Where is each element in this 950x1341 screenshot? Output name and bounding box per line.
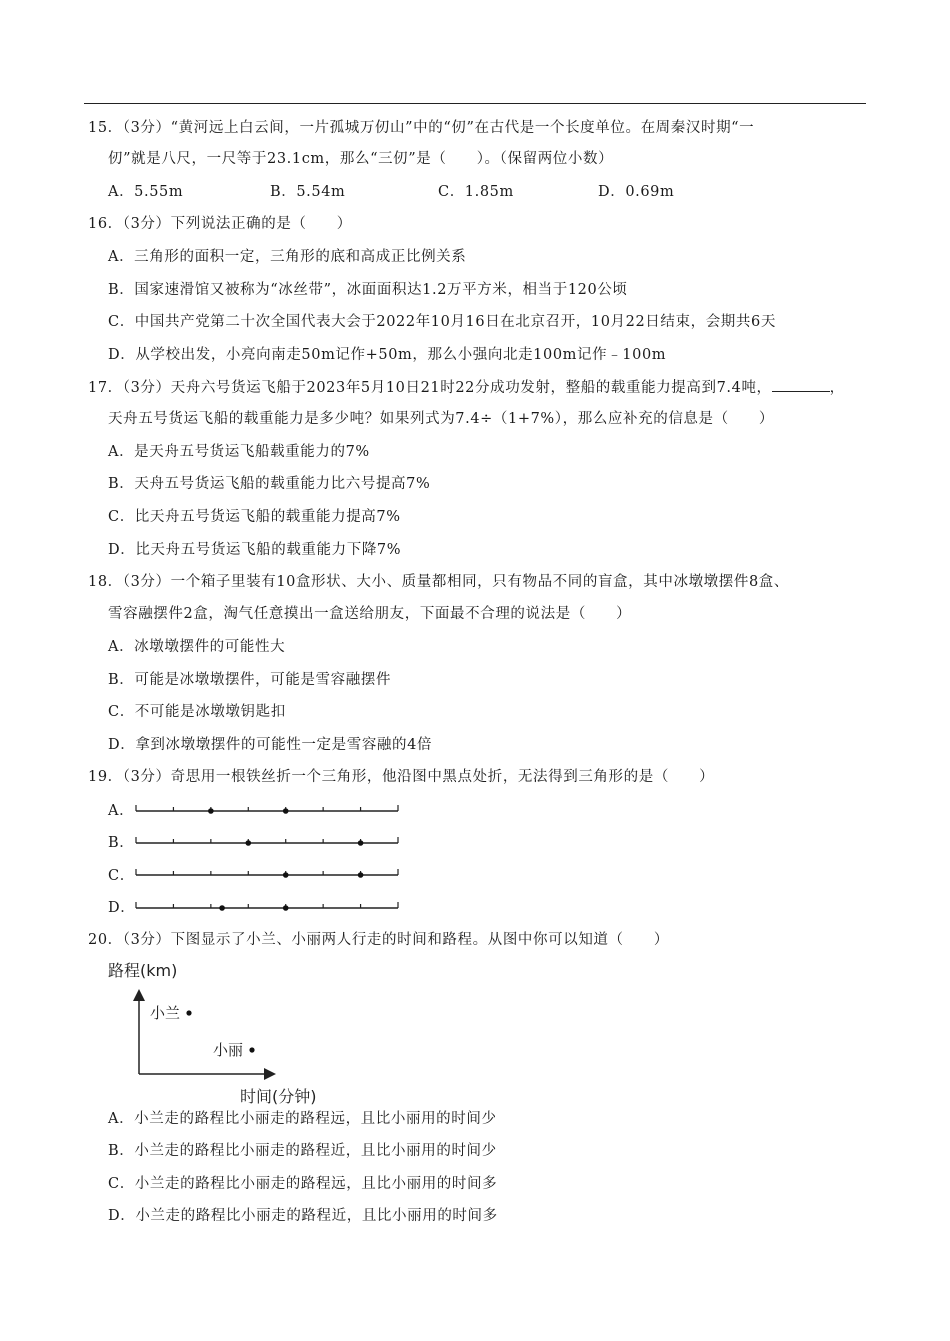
q18-option-a[interactable]: A．冰墩墩摆件的可能性大 [108, 639, 286, 655]
q19-option-a-label[interactable]: A． [108, 803, 135, 819]
q17-option-a[interactable]: A．是天舟五号货运飞船载重能力的7% [108, 444, 370, 460]
y-axis-label: 路程(km) [108, 961, 178, 980]
q17-stem-line1-text: 17．（3分）天舟六号货运飞船于2023年5月10日21时22分成功发射，整船的载重能力提高到7.4吨， [88, 380, 772, 396]
q15-stem-line1: 15．（3分）“黄河远上白云间，一片孤城万仞山”中的“仞”在古代是一个长度单位。在周秦汉时期“一 [88, 120, 755, 136]
point-label-xiaolan: 小兰 [150, 1004, 181, 1022]
fold-dot [245, 840, 251, 846]
q16-option-b[interactable]: B．国家速滑馆又被称为“冰丝带”，冰面面积达1.2万平方米，相当于120公顷 [108, 282, 628, 298]
q20-option-b[interactable]: B．小兰走的路程比小丽走的路程近，且比小丽用的时间少 [108, 1143, 497, 1159]
q15-stem-line2: 仞”就是八尺，一尺等于23.1cm，那么“三仞”是（ ）。（保留两位小数） [108, 151, 614, 167]
q16-option-c[interactable]: C．中国共产党第二十次全国代表大会于2022年10月16日在北京召开，10月22日结束，会期共6天 [108, 314, 776, 330]
header-rule [84, 103, 866, 104]
fold-dot [283, 808, 289, 814]
point-xiaoli [249, 1047, 254, 1052]
q18-stem-line2: 雪容融摆件2盒，淘气任意摸出一盒送给朋友，下面最不合理的说法是（ ） [108, 606, 632, 622]
q16-option-a[interactable]: A．三角形的面积一定，三角形的底和高成正比例关系 [108, 249, 467, 265]
q16-stem: 16．（3分）下列说法正确的是（ ） [88, 216, 352, 232]
q17-option-b[interactable]: B．天舟五号货运飞船的载重能力比六号提高7% [108, 476, 431, 492]
q19-wire-figures [0, 795, 950, 935]
q17-option-c[interactable]: C．比天舟五号货运飞船的载重能力提高7% [108, 509, 401, 525]
q15-option-d[interactable]: D．0.69m [598, 184, 675, 200]
point-label-xiaoli: 小丽 [213, 1041, 244, 1059]
point-xiaolan [186, 1010, 191, 1015]
q18-option-c[interactable]: C．不可能是冰墩墩钥匙扣 [108, 704, 286, 720]
q20-graph [100, 958, 360, 1108]
q20-stem: 20．（3分）下图显示了小兰、小丽两人行走的时间和路程。从图中你可以知道（ ） [88, 932, 669, 948]
q20-option-a[interactable]: A．小兰走的路程比小丽走的路程远，且比小丽用的时间少 [108, 1111, 497, 1127]
q17-stem-line2: 天舟五号货运飞船的载重能力是多少吨？如果列式为7.4÷（1+7%），那么应补充的信息是（ ） [108, 411, 775, 427]
q15-option-a[interactable]: A．5.55m [108, 184, 184, 200]
x-axis-label: 时间(分钟) [240, 1087, 317, 1106]
fold-dot [283, 905, 289, 911]
fold-dot [208, 808, 214, 814]
q18-option-b[interactable]: B．可能是冰墩墩摆件，可能是雪容融摆件 [108, 672, 392, 688]
q19-stem: 19．（3分）奇思用一根铁丝折一个三角形，他沿图中黑点处折，无法得到三角形的是（ ） [88, 769, 715, 785]
q16-option-d[interactable]: D．从学校出发，小亮向南走50m记作+50m，那么小强向北走100m记作﹣100m [108, 347, 667, 363]
q17-stem-line1-end: ， [829, 380, 845, 396]
q18-option-d[interactable]: D．拿到冰墩墩摆件的可能性一定是雪容融的4倍 [108, 737, 433, 753]
q20-option-c[interactable]: C．小兰走的路程比小丽走的路程远，且比小丽用的时间多 [108, 1176, 498, 1192]
q17-option-d[interactable]: D．比天舟五号货运飞船的载重能力下降7% [108, 542, 402, 558]
q17-fill-blank[interactable] [772, 377, 830, 392]
q17-stem-line1 [88, 377, 845, 398]
q20-option-d[interactable]: D．小兰走的路程比小丽走的路程近，且比小丽用的时间多 [108, 1208, 498, 1224]
q15-option-b[interactable]: B．5.54m [270, 184, 346, 200]
q18-stem-line1: 18．（3分）一个箱子里装有10盒形状、大小、质量都相同，只有物品不同的盲盒，其中冰墩墩摆件8盒、 [88, 574, 789, 590]
q15-option-c[interactable]: C．1.85m [438, 184, 514, 200]
q19-option-c-label[interactable]: C． [108, 868, 135, 884]
fold-dot [358, 872, 364, 878]
fold-dot [358, 840, 364, 846]
fold-dot [283, 872, 289, 878]
fold-dot [219, 905, 225, 911]
q19-option-b-label[interactable]: B． [108, 835, 135, 851]
q19-option-d-label[interactable]: D． [108, 900, 136, 916]
